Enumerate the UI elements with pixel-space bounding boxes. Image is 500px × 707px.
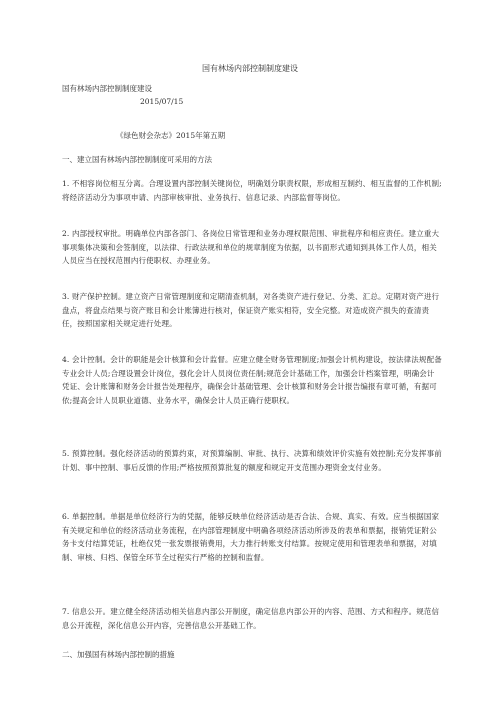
- paragraph-6: 6. 单据控制。单据是单位经济行为的凭据，能够反映单位经济活动是否合法、合规、真实、有效。应当根据国家有关规定和单位的经济活动业务流程，在内部管理制度中明确各项经济活动所涉及的表单和票据，报销凭证附公务卡支付结算凭证，杜绝仅凭一张发票报销费用，大力推行转账支付结算。按规定使用和管理表单和票据，对填制、审核、归档、保管全环节全过程实行严格的控制和监督。: [62, 512, 440, 562]
- paragraph-4: 4. 会计控制。会计的职能是会计核算和会计监督。应建立健全财务管理制度;加强会计机构建设，按法律法规配备专业会计人员;合理设置会计岗位，强化会计人员岗位责任制;规范会计基础工作，加强会计档案管理，明确会计凭证、会计账簿和财务会计报告处理程序，确保会计基础管理、会计核算和财务会计报告编报有章可循，有据可依;提高会计人员职业道德、业务水平，确保会计人员正确行使职权。: [62, 355, 442, 405]
- section-heading-1: 一、建立国有林场内部控制制度可采用的方法: [62, 155, 212, 164]
- document-subtitle: 国有林场内部控制制度建设: [62, 84, 152, 93]
- source-line: 《绿色财会杂志》2015年第五期: [116, 131, 226, 140]
- document-title: 国有林场内部控制制度建设: [202, 64, 298, 73]
- paragraph-5: 5. 预算控制。强化经济活动的预算约束，对预算编制、审批、执行、决算和绩效评价实施有效控制;充分发挥事前计划、事中控制、事后反馈的作用;严格按照预算批复的额度和规定开支范围办理资金支付业务。: [62, 449, 442, 472]
- paragraph-2: 2. 内部授权审批。明确单位内部各部门、各岗位日常管理和业务办理权限范围、审批程序和相应责任。建立重大事项集体决策和会签制度，以法律、行政法规和单位的规章制度为依据，以书面形式通知到具体工作人员，相关人员应当在授权范围内行使职权、办理业务。: [62, 229, 440, 266]
- paragraph-3: 3. 财产保护控制。建立资产日常管理制度和定期清查机制，对各类资产进行登记、分类、汇总。定期对资产进行盘点，将盘点结果与资产账目和会计账簿进行核对，保证资产账实相符，安全完整。对造成资产损失的查清责任，按照国家相关规定进行处理。: [62, 292, 440, 329]
- paragraph-1: 1. 不相容岗位相互分离。合理设置内部控制关键岗位，明确划分职责权限，形成相互制约、相互监督的工作机制;将经济活动分为事项申请、内部审核审批、业务执行、信息记录、内部监督等岗位。: [62, 179, 442, 202]
- paragraph-7: 7. 信息公开。建立健全经济活动相关信息内部公开制度，确定信息内部公开的内容、范围、方式和程序。规范信息公开流程，深化信息公开内容，完善信息公开基础工作。: [62, 607, 440, 630]
- publish-date: 2015/07/15: [140, 97, 184, 106]
- section-heading-2: 二、加强国有林场内部控制的措施: [62, 650, 175, 659]
